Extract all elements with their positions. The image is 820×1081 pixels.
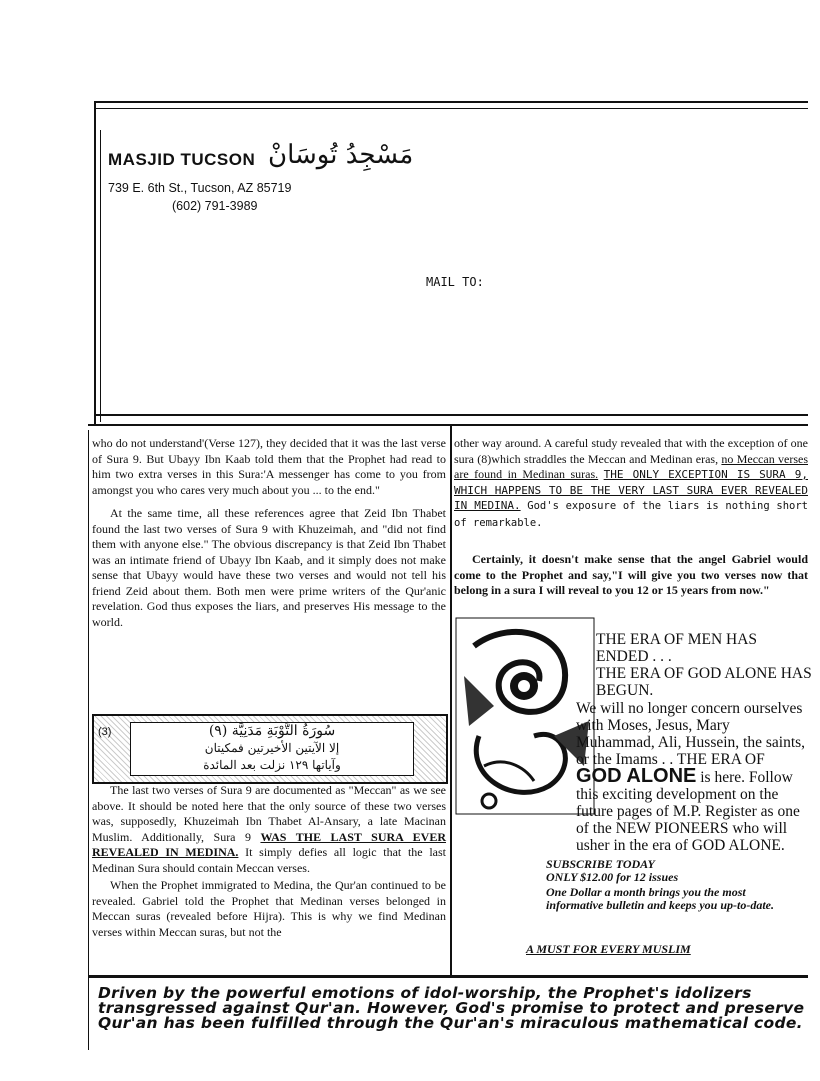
sura-heading-inset	[92, 714, 448, 784]
must-line: A MUST FOR EVERY MUSLIM	[526, 942, 691, 956]
left-column-top	[92, 436, 446, 638]
left-paragraph-3-b: It simply defies all logic that the last Medinan Sura should contain Meccan verses.	[92, 845, 446, 875]
era-body-b: is here. Follow this exciting development on the future pages of M.P. Register as one of the NEW PIONEERS who will usher in the era of GOD ALONE.	[576, 769, 800, 854]
right-paragraph-1	[454, 436, 808, 531]
inset-line-3: وآياتها ١٢٩ نزلت بعد المائدة	[203, 758, 341, 772]
subscribe-heading: SUBSCRIBE TODAY	[546, 857, 655, 871]
right-paragraph-1-underline-2: THE ONLY EXCEPTION IS SURA 9, WHICH HAPPENS TO BE THE VERY LAST SURA EVER REVEALED IN MEDINA.	[454, 468, 808, 512]
address: 739 E. 6th St., Tucson, AZ 85719	[108, 181, 292, 195]
left-paragraph-3-underline: WAS THE LAST SURA EVER REVEALED IN MEDINA.	[92, 829, 446, 859]
header-bottom-rule	[96, 414, 808, 416]
top-rule-2	[96, 108, 808, 109]
left-paragraph-2: At the same time, all these references agree that Zeid Ibn Thabet found the last two verses of Sura 9 with Khuzeimah, and "did not find them with anyone else." The obvious discrepancy is that Zeid Ibn Thabet was an intimate friend of Ubayy Ibn Kaab, and it simply does not make sense that Ubayy would have these two verses and would not tell his friend Zeid about them. Both men were prime writers of the Qur'anic revelation. God thus exposes the liars, and preserves His message to the world.	[92, 506, 446, 629]
era-headline	[596, 631, 812, 699]
inset-line-1: (٩) سُورَةُ التَّوْبَةِ مَدَنِيَّة	[208, 723, 336, 739]
era-body	[476, 700, 812, 854]
right-paragraph-1-a: other way around. A careful study revealed that with the exception of one sura (8)which straddles the Meccan and Medinan eras,	[454, 436, 808, 466]
right-paragraph-2: Certainly, it doesn't make sense that the angel Gabriel would come to the Prophet and say,"I will give you two verses now that belong in a sura I will reveal to you 12 or 15 years from now."	[454, 552, 808, 597]
era-line-2: THE ERA OF GOD ALONE HAS BEGUN.	[596, 665, 812, 699]
left-paragraph-1: who do not understand'(Verse 127), they decided that it was the last verse of Sura 9. But Ubayy Ibn Kaab told them that the Prophet had read to him two extra verses in this Sura:'A messenger has come to you from amongst you who cares very much about you ... to the end."	[92, 436, 446, 497]
era-body-a: We will no longer concern ourselves with Moses, Jesus, Mary Muhammad, Ali, Hussein, the saints, or the Imams . . THE ERA OF	[576, 700, 806, 768]
left-column-bottom	[92, 783, 446, 948]
subscribe-box	[454, 856, 808, 960]
right-paragraph-1-underline-1: no Meccan verses are found in Medinan suras.	[454, 451, 808, 481]
inset-arabic-text	[130, 722, 414, 776]
inset-number: (3)	[98, 726, 112, 738]
subscribe-price: ONLY $12.00 for 12 issues	[546, 870, 679, 884]
left-paragraph-3-a: The last two verses of Sura 9 are documented as "Meccan" as we see above. It should be noted here that the only source of these two verses was, supposedly, Khuzeimah Ibn Thabet Al-Ansary, a late Macinan Muslim. Additionally, Sura 9	[92, 783, 446, 844]
subscribe-text	[546, 858, 786, 912]
header-bottom-rule-2	[88, 424, 808, 426]
footer-top-rule	[88, 975, 808, 978]
left-paragraph-3	[92, 783, 446, 876]
footer-caption: Driven by the powerful emotions of idol-worship, the Prophet's idolizers transgressed against Qur'an. However, God's promise to protect and preserve Qur'an has been fulfilled through the Qur'an's miraculous mathematical code.	[98, 984, 805, 1032]
era-line-1: THE ERA OF MEN HAS ENDED . . .	[596, 631, 758, 665]
mail-to-label: MAIL TO:	[426, 275, 484, 289]
subscribe-description: One Dollar a month brings you the most informative bulletin and keeps you up-to-date.	[546, 885, 774, 912]
right-paragraph-1-c: God's exposure of the liars is nothing short of remarkable.	[454, 500, 808, 529]
phone-number: (602) 791-3989	[172, 199, 258, 213]
org-name: MASJID TUCSON	[108, 150, 256, 169]
org-name-arabic: مَسْجِدُ تُوسَانْ	[268, 140, 414, 170]
right-column-top	[454, 436, 808, 539]
inset-line-2: إلا الآيتين الأخيرتين فمكيتان	[204, 741, 340, 755]
left-edge-lower	[88, 430, 89, 1050]
column-divider	[450, 426, 452, 976]
left-border	[94, 101, 96, 424]
left-paragraph-4: When the Prophet immigrated to Medina, the Qur'an continued to be revealed. Gabriel told the Prophet that Medinan verses belonged in Meccan suras (revealed before Hijra). This is why we find Medinan verses within Meccan suras, but not the	[92, 878, 446, 939]
left-border-inner	[100, 130, 101, 422]
top-rule	[96, 101, 808, 103]
right-column-middle	[454, 552, 808, 607]
god-alone-heading: GOD ALONE	[576, 765, 697, 787]
